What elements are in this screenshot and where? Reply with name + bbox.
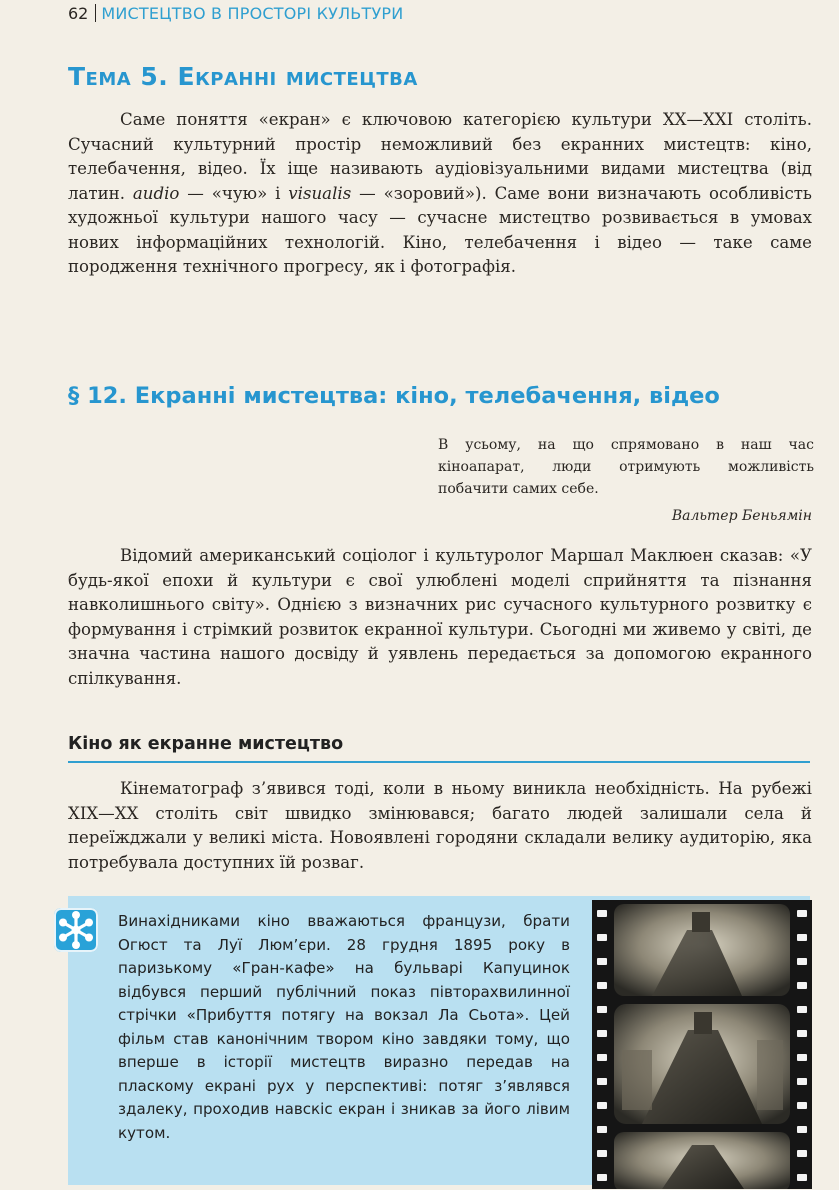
section-heading: § 12. Екранні мистецтва: кіно, телебачення, відео: [68, 383, 720, 409]
film-strip-image: [592, 900, 812, 1189]
subheading-underline: [68, 761, 810, 763]
epigraph: В усьому, на що спрямовано в наш час кіноапарат, люди отримують можливість побачити самих себе.: [438, 437, 814, 497]
running-header: [68, 2, 403, 24]
topic-heading: Тема 5. Екранні мистецтва: [68, 62, 418, 91]
subsection-paragraph: Кінематограф з’явився тоді, коли в ньому виникла необхідність. На рубежі XIX—XX століть світ швидко змінювався; багато людей залишали села й переїжджали у великі міста. Новоявлені городяни складали велику аудиторію, яка потребувала доступних їй розваг.: [68, 779, 812, 872]
intro-text-part: — «чую» і: [179, 183, 289, 203]
info-box-text: Винахідниками кіно вважаються французи, брати Огюст та Луї Люм’єри. 28 грудня 1895 року в паризькому «Гран-кафе» на бульварі Капуцинок відбувся перший публічний показ півторахвилинної стрічки «Прибуття потягу на вокзал Ла Сьота». Цей фільм став канонічним твором кіно завдяки тому, що вперше в історії мистецтв виразно передав на пласкому екрані рух у перспективі: потяг з’являвся здалеку, проходив навскіс екран і зникав за його лівим кутом.: [118, 912, 570, 1142]
topic-intro-paragraph: [68, 108, 812, 280]
epigraph-author: Вальтер Беньямін: [671, 508, 812, 524]
header-divider: [95, 4, 96, 22]
latin-term-audio: audio: [132, 183, 180, 203]
intro-text-part: Саме поняття «екран» є ключовою категорією культури XX—XXI століть. Сучасний культурний простір неможливий без екранних мистецтв: кіно, телебачення, відео. Їх іще називають аудіовізуальними видами мистецтва (від латин.: [68, 110, 812, 203]
subsection-heading: Кіно як екранне мистецтво: [68, 734, 344, 754]
intro-text-part: — «зоровий»). Саме вони визначають особливість художньої культури нашого часу — сучасне мистецтво розвивається в умовах нових інформаційних технологій. Кіно, телебачення і відео — таке саме породження технічного прогресу, як і фотографія.: [68, 183, 812, 276]
latin-term-visualis: visualis: [288, 183, 352, 203]
snowflake-icon: [54, 908, 98, 952]
page-number: 62: [68, 3, 89, 23]
running-title: МИСТЕЦТВО В ПРОСТОРІ КУЛЬТУРИ: [101, 3, 404, 23]
section-paragraph: Відомий американський соціолог і культуролог Маршал Маклюен сказав: «У будь-якої епохи й культури є свої улюблені моделі сприйняття та пізнання навколишнього світу». Однією з визначних рис сучасного культурного розвитку є формування і стрімкий розвиток екранної культури. Сьогодні ми живемо у світі, де значна частина нашого досвіду й уявлень передається за допомогою екранного спілкування.: [68, 546, 812, 688]
